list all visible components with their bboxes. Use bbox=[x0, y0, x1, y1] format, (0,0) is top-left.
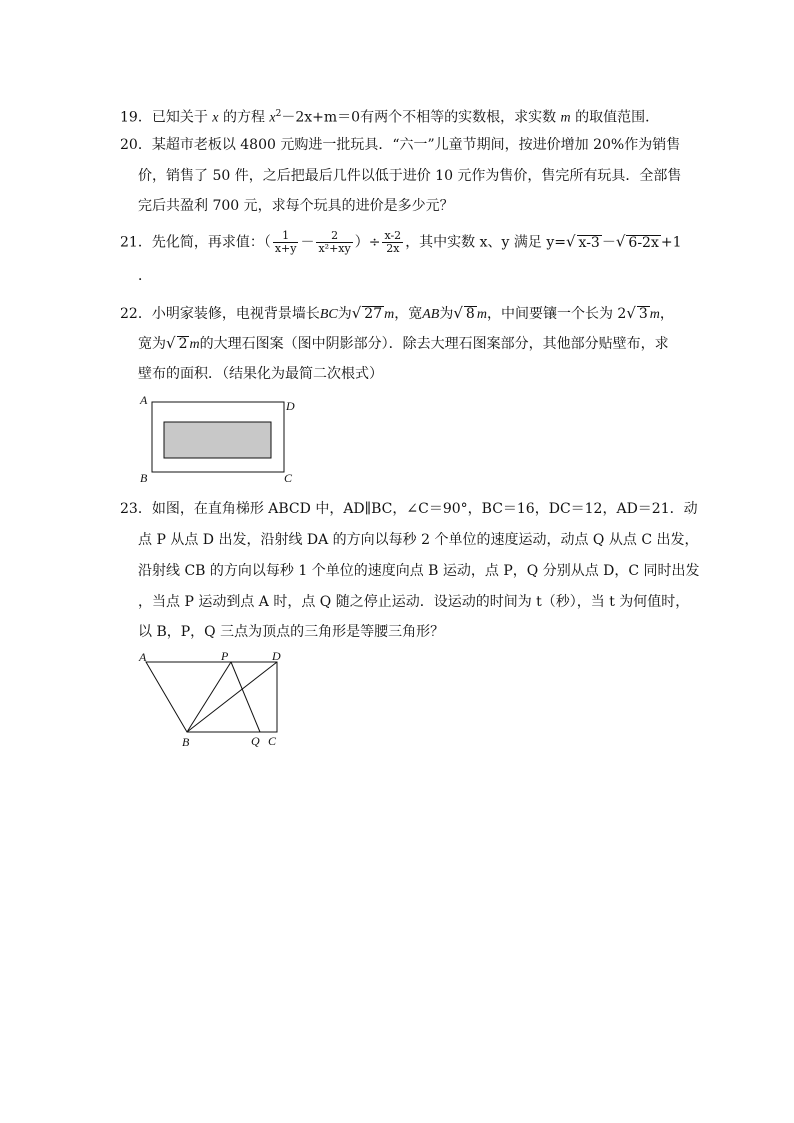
q22-figure bbox=[134, 392, 304, 488]
label-B: B bbox=[182, 735, 190, 749]
q23-number: 23． bbox=[120, 501, 152, 517]
question-19: 19．已知关于 x 的方程 $x^2-2x+m=0$有两个不相等的实数根，求实数 m 的取值范围． bbox=[120, 109, 660, 126]
trapezoid-ABCD bbox=[146, 662, 277, 732]
q20-number: 20． bbox=[120, 137, 152, 153]
q22-number: 22． bbox=[120, 306, 152, 322]
question-23-line-3: 沿射线 CB 的方向以每秒 1 个单位的速度向点 B 运动，点 P，Q 分别从点 D，C 同时出发 bbox=[138, 563, 700, 579]
question-22-line-2: 宽为√ 2 m的大理石图案（图中阴影部分）．除去大理石图案部分，其他部分贴壁布，求 bbox=[138, 334, 669, 352]
label-C: C bbox=[268, 734, 277, 748]
q23-figure bbox=[134, 648, 294, 752]
label-B: B bbox=[140, 471, 148, 485]
question-20-line-2: 价，销售了 50 件，之后把最后几件以低于进价 10 元作为售价，售完所有玩具．全部售 bbox=[138, 168, 682, 184]
question-20-line-1: 20．某超市老板以 4800 元购进一批玩具．“六一”儿童节期间，按进价增加 20%作为销售 bbox=[120, 137, 681, 153]
sqrt-6-2x: 6-2x bbox=[628, 234, 659, 251]
marble-rectangle bbox=[164, 422, 271, 458]
q19-number: 19． bbox=[120, 109, 152, 126]
question-21-dot: ． bbox=[138, 268, 152, 284]
question-20-line-3: 完后共盈利 700 元，求每个玩具的进价是多少元？ bbox=[138, 198, 454, 214]
fraction-1: $\frac{1}{x+y}$ bbox=[274, 229, 297, 255]
question-22-line-3: 壁布的面积．（结果化为最简二次根式） bbox=[138, 366, 383, 382]
label-Q: Q bbox=[251, 734, 260, 748]
label-A: A bbox=[139, 650, 147, 664]
question-23-line-1: 23．如图，在直角梯形 ABCD 中，AD∥BC，∠C＝90°，BC＝16，DC＝12，AD＝21．动 bbox=[120, 501, 698, 517]
label-C: C bbox=[284, 471, 293, 485]
segment-PQ bbox=[231, 662, 260, 732]
label-A: A bbox=[140, 393, 148, 407]
question-23-line-5: 以 B，P，Q 三点为顶点的三角形是等腰三角形？ bbox=[138, 624, 445, 640]
label-D: D bbox=[286, 399, 295, 413]
segment-BP bbox=[187, 662, 231, 732]
question-22-line-1: 22．小明家装修，电视背景墙长BC为√ 27 m，宽AB为√ 8 m，中间要镶一个长为 2√ 3 m， bbox=[120, 304, 674, 322]
question-23-line-2: 点 P 从点 D 出发，沿射线 DA 的方向以每秒 2 个单位的速度运动，动点 Q 从点 C 出发， bbox=[138, 532, 699, 548]
label-P: P bbox=[221, 649, 229, 663]
label-D: D bbox=[272, 649, 281, 663]
q21-number: 21． bbox=[120, 234, 152, 251]
fraction-3: $\frac{x-2}{2x}$ bbox=[384, 229, 402, 255]
question-21: 21．先化简，再求值：（ $\frac{1}{x+y}$ － $\frac{2}{\text{x²+xy}}$ ）÷ $\frac{x-2}{2x}$ ，其中实数 x、y 满足 y=√ x-3 －√ 6-2x +1 bbox=[120, 229, 682, 255]
fraction-2: $\frac{2}{\text{x²+xy}}$ bbox=[318, 229, 351, 255]
segment-BD bbox=[187, 662, 277, 732]
sqrt-x-3: x-3 bbox=[578, 234, 600, 251]
question-23-line-4: ，当点 P 运动到点 A 时，点 Q 随之停止运动．设运动的时间为 t（秒），当 t 为何值时， bbox=[138, 594, 690, 610]
